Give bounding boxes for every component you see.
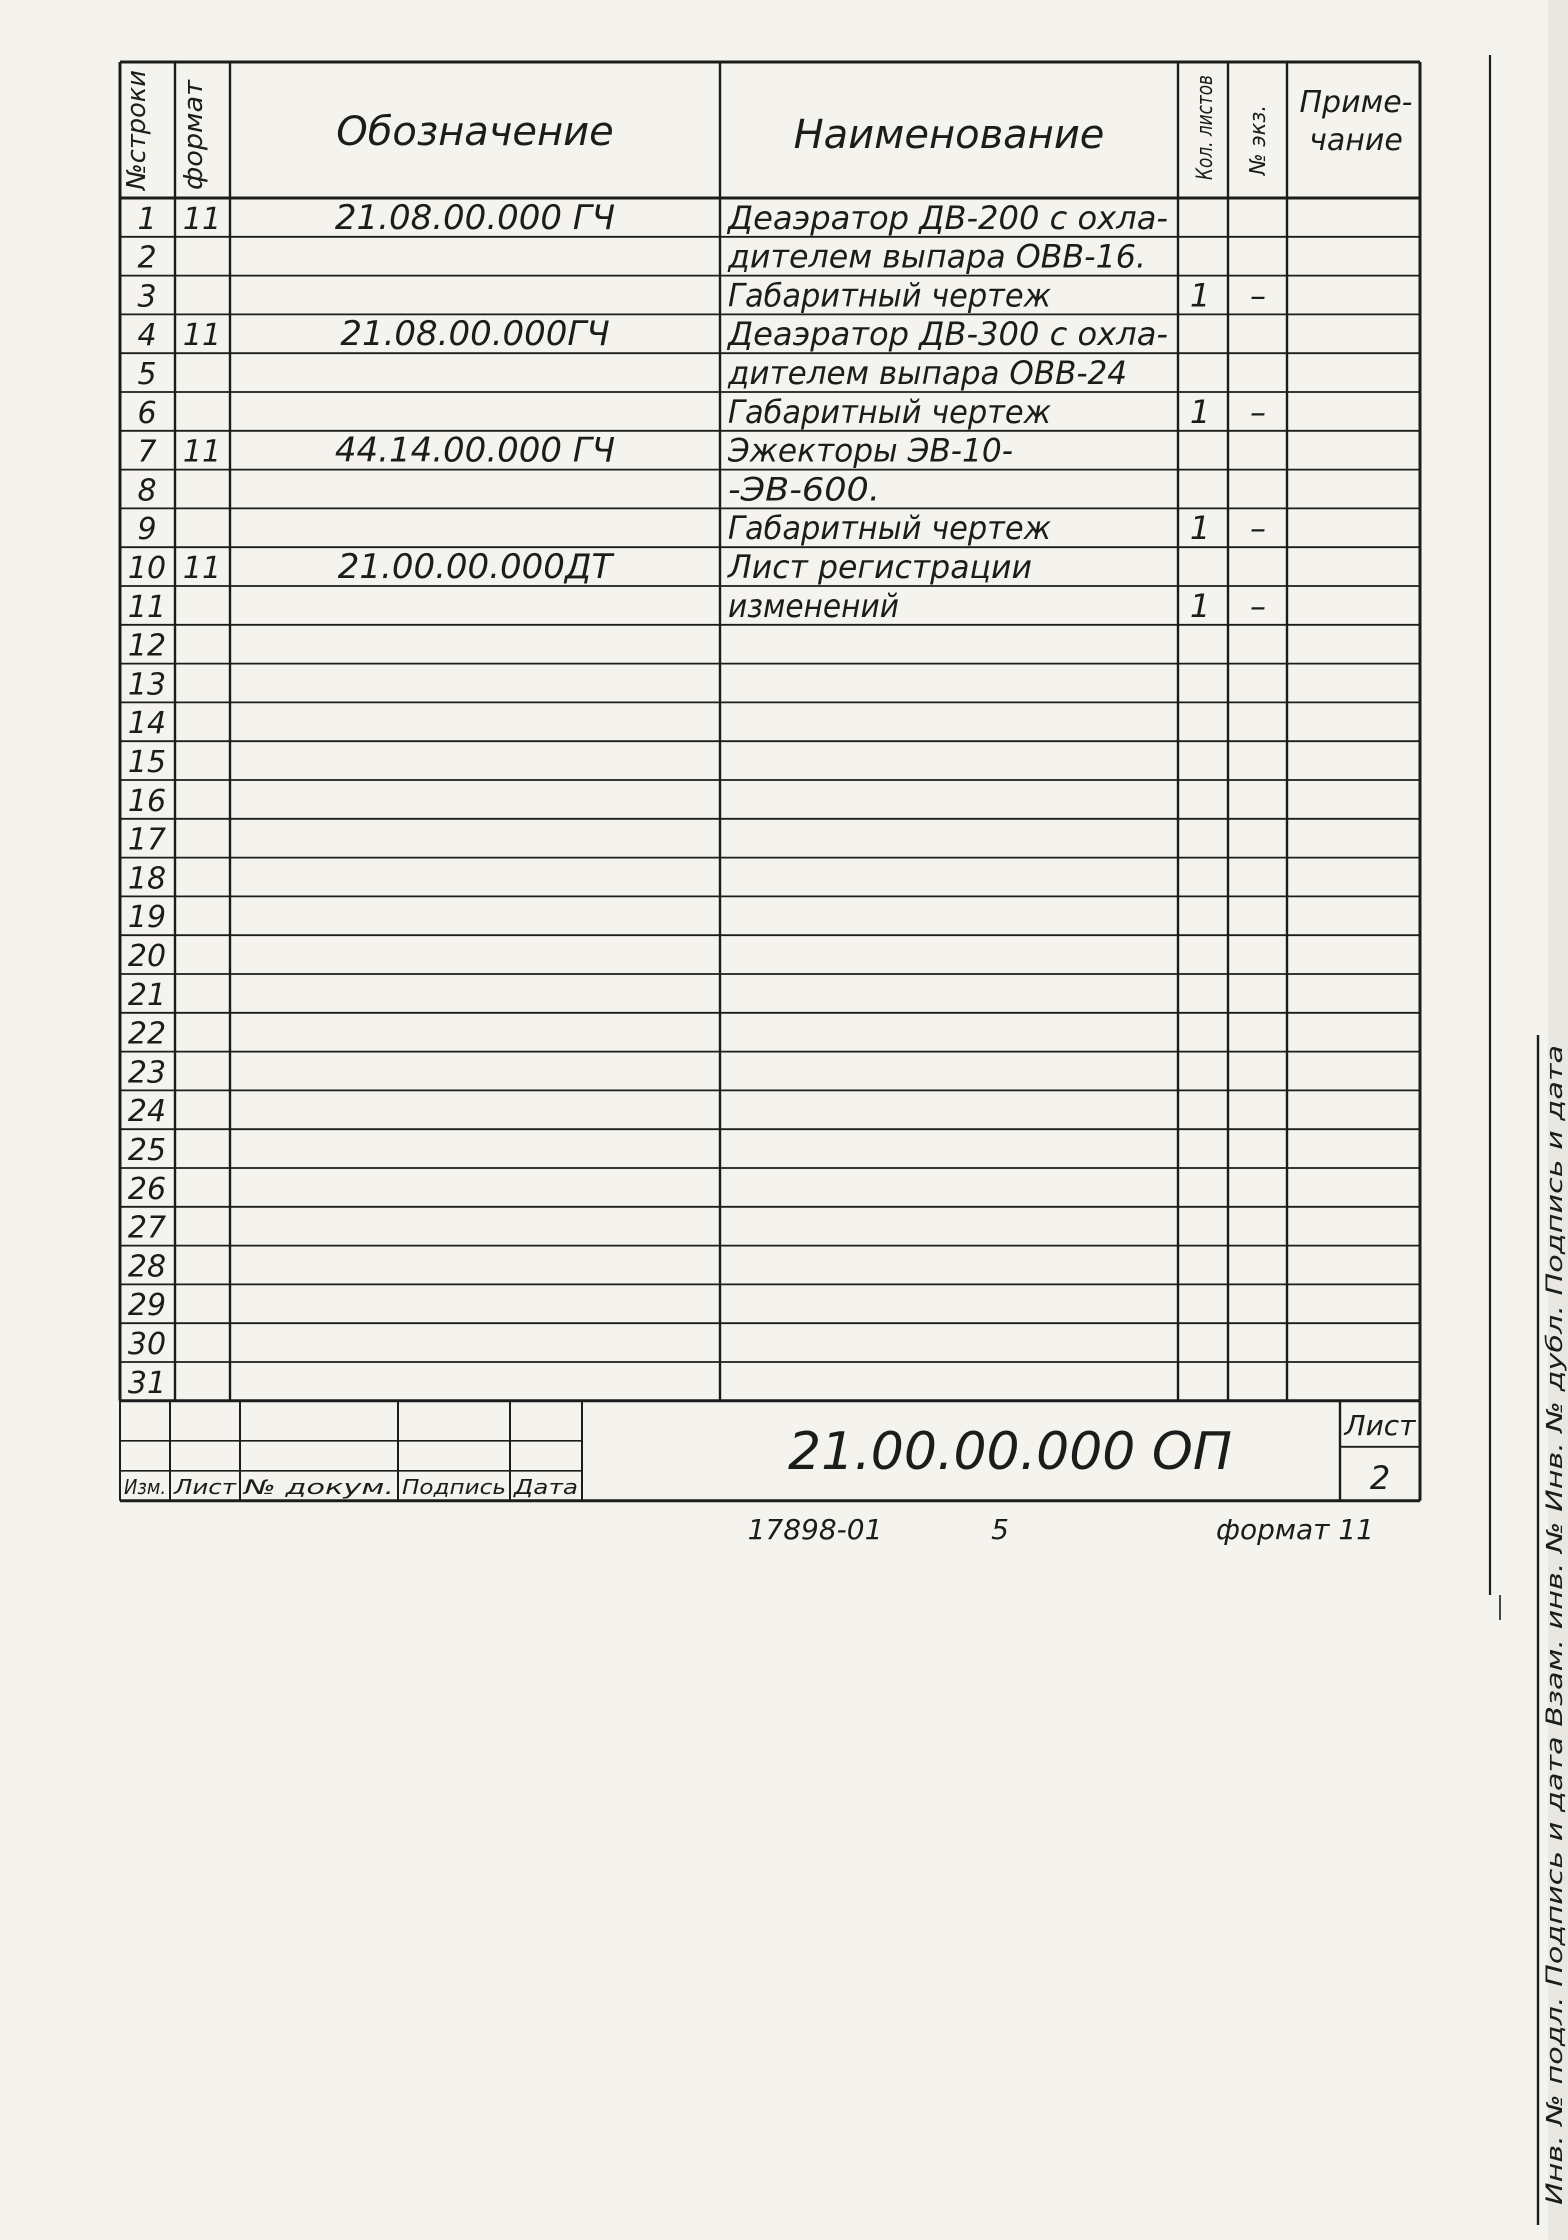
side-stamp: Инв. № подл. Подпись и дата Взам. инв. № Инв. № дубл. Подпись и дата <box>1543 1360 1568 2205</box>
row-number: 9 <box>137 512 157 548</box>
row-format: 11 <box>182 551 222 586</box>
row-number: 2 <box>137 240 157 276</box>
row-number: 30 <box>127 1327 167 1362</box>
row-number: 19 <box>127 900 167 936</box>
row-name: Габаритный чертеж <box>728 392 1052 431</box>
row-number: 5 <box>137 357 157 392</box>
row-number: 24 <box>127 1094 167 1130</box>
row-designation: 21.08.00.000 ГЧ <box>334 197 616 238</box>
row-name: изменений <box>728 586 899 625</box>
format-caption: формат 11 <box>1216 1512 1374 1546</box>
header-designation: Обозначение <box>336 109 614 155</box>
sheet-number: 2 <box>1369 1458 1391 1497</box>
title-block-label: Лист <box>172 1474 238 1499</box>
row-name: Деаэратор ДВ-200 с охла- <box>725 198 1168 237</box>
row-name: Габаритный чертеж <box>728 509 1052 548</box>
row-designation: 44.14.00.000 ГЧ <box>334 430 616 471</box>
title-block-label: № докум. <box>242 1474 394 1499</box>
title-block-label: Изм. <box>124 1474 166 1499</box>
row-sheets: 1 <box>1189 392 1211 431</box>
row-number: 8 <box>137 473 157 509</box>
row-number: 26 <box>127 1171 167 1207</box>
row-number: 25 <box>127 1133 167 1168</box>
row-number: 21 <box>127 977 167 1013</box>
row-format: 11 <box>182 318 222 354</box>
row-name: Лист регистрации <box>727 548 1032 586</box>
header-sheets-count: Кол. листов <box>1193 43 1218 180</box>
row-designation: 21.00.00.000ДТ <box>337 547 613 587</box>
header-name: Наименование <box>793 112 1105 158</box>
row-copy: – <box>1250 509 1266 548</box>
row-copy: – <box>1250 392 1266 431</box>
row-name: Эжекторы ЭВ-10- <box>727 431 1013 470</box>
row-number: 20 <box>127 939 167 974</box>
row-number: 11 <box>127 589 167 625</box>
row-number: 18 <box>127 861 167 897</box>
row-name: -ЭВ-600. <box>728 470 880 509</box>
row-copy: – <box>1250 276 1266 315</box>
row-number: 28 <box>127 1249 167 1285</box>
row-format: 11 <box>182 434 222 470</box>
row-number: 17 <box>127 822 167 858</box>
row-number: 23 <box>127 1055 167 1091</box>
row-number: 13 <box>127 667 167 703</box>
document-code: 21.00.00.000 ОП <box>788 1421 1232 1482</box>
archive-number: 17898-01 <box>747 1512 883 1546</box>
row-name: дителем выпара ОВВ-16. <box>727 237 1146 276</box>
row-copy: – <box>1250 586 1266 625</box>
row-number: 22 <box>127 1016 167 1052</box>
row-number: 4 <box>137 318 157 354</box>
row-sheets: 1 <box>1189 276 1211 315</box>
row-number: 7 <box>137 434 157 470</box>
header-note-line2: чание <box>1309 123 1403 158</box>
header-format: формат <box>179 84 209 190</box>
sheet-label: Лист <box>1344 1408 1416 1442</box>
header-note-line1: Приме- <box>1299 85 1413 120</box>
row-name: дителем выпара ОВВ-24 <box>727 354 1127 392</box>
row-name: Габаритный чертеж <box>728 276 1052 315</box>
header-copy-number: № экз. <box>1246 101 1271 175</box>
row-number: 31 <box>127 1365 167 1401</box>
title-block-label: Подпись <box>402 1474 506 1499</box>
page-number: 5 <box>991 1512 1009 1546</box>
row-designation: 21.08.00.000ГЧ <box>340 314 610 355</box>
row-number: 1 <box>137 201 157 237</box>
row-name: Деаэратор ДВ-300 с охла- <box>725 315 1168 354</box>
row-number: 10 <box>127 551 167 586</box>
row-number: 15 <box>127 745 167 780</box>
row-number: 3 <box>137 279 157 315</box>
row-number: 12 <box>127 628 167 664</box>
row-sheets: 1 <box>1189 509 1211 548</box>
row-sheets: 1 <box>1189 586 1211 625</box>
header-row-number: №строки <box>122 68 152 190</box>
row-number: 27 <box>127 1210 167 1246</box>
title-block-label: Дата <box>512 1474 578 1499</box>
row-format: 11 <box>182 201 222 237</box>
row-number: 14 <box>127 706 167 742</box>
row-number: 29 <box>127 1288 167 1324</box>
row-number: 6 <box>137 395 157 431</box>
row-number: 16 <box>127 783 167 819</box>
